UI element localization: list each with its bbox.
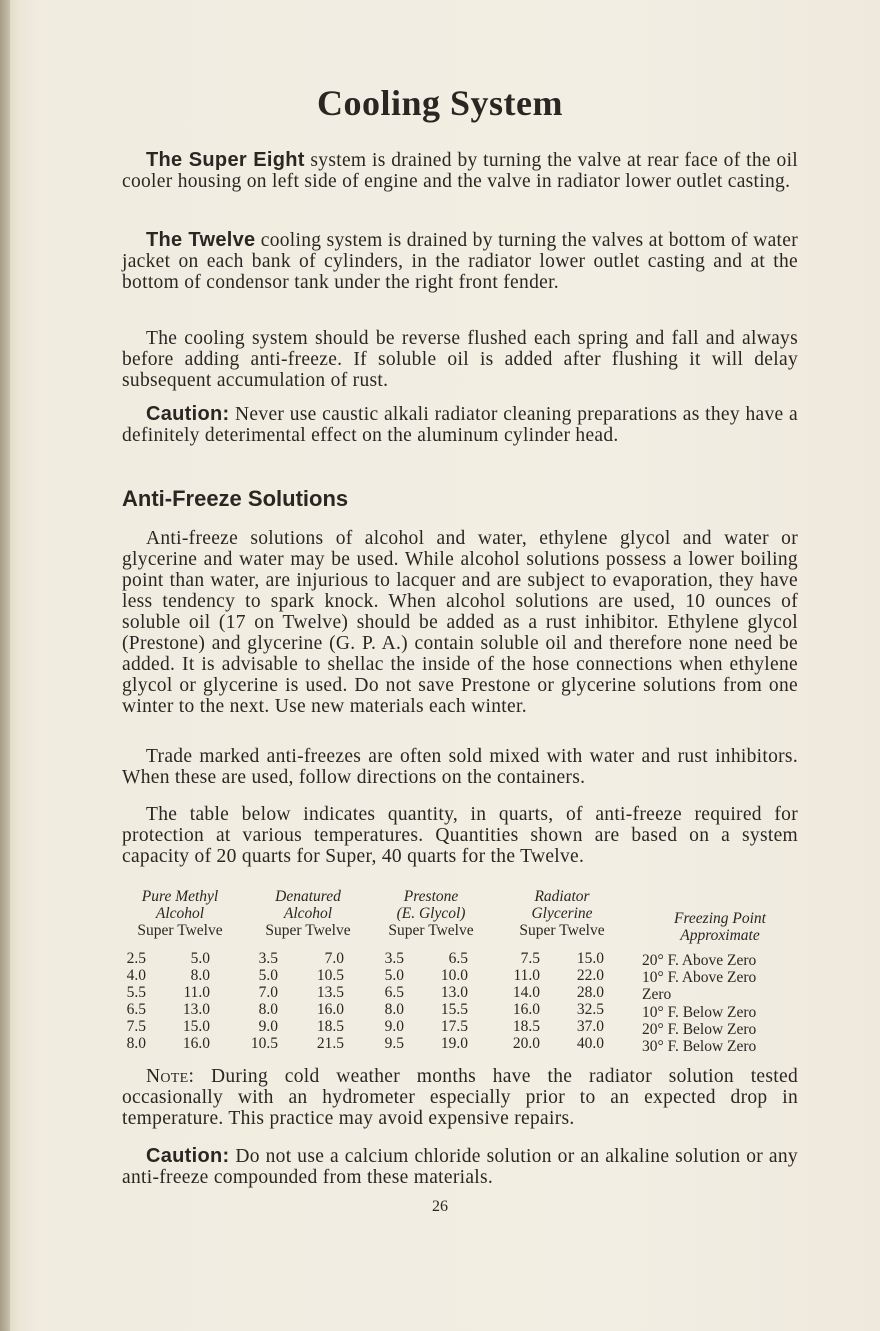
table-cell: 9.5 bbox=[384, 1035, 404, 1052]
table-cell: 5.0 bbox=[384, 967, 404, 984]
table-cell: 5.5 bbox=[126, 984, 146, 1001]
lead-twelve: The Twelve bbox=[146, 229, 256, 251]
table-cell: 3.5 bbox=[258, 950, 278, 967]
table-cell: 16.0 bbox=[182, 1035, 210, 1052]
paragraph-table-intro: The table below indicates quantity, in quarts, of anti-freeze required for protection at various temperatures. Quantities shown are based on a system capacity of 20 quarts for Super, 40 quarts for the Twelve. bbox=[122, 804, 798, 867]
paragraph-trade-marked: Trade marked anti-freezes are often sold mixed with water and rust inhibitors. When these are used, follow directions on the containers. bbox=[122, 746, 798, 788]
table-cell: 3.5 bbox=[384, 950, 404, 967]
page-title: Cooling System bbox=[316, 83, 563, 123]
table-cell: 2.5 bbox=[126, 950, 146, 967]
table-cell: 7.0 bbox=[258, 984, 278, 1001]
table-cell: 11.0 bbox=[513, 967, 540, 984]
table-cell: 40.0 bbox=[576, 1035, 604, 1052]
table-cell: 6.5 bbox=[448, 950, 468, 967]
col-freezing-point: Freezing Point Approximate bbox=[674, 910, 766, 944]
table-cell: 20.0 bbox=[512, 1035, 540, 1052]
table-cell: 22.0 bbox=[576, 967, 604, 984]
table-cell: 8.0 bbox=[126, 1035, 146, 1052]
lead-super-eight: The Super Eight bbox=[146, 149, 305, 171]
table-cell: 32.5 bbox=[576, 1001, 604, 1018]
table-cell: 13.0 bbox=[182, 1001, 210, 1018]
table-cell: 15.5 bbox=[440, 1001, 468, 1018]
page-number: 26 bbox=[432, 1198, 448, 1215]
table-cell: 9.0 bbox=[258, 1018, 278, 1035]
table-cell: 7.5 bbox=[126, 1018, 146, 1035]
book-binding-edge bbox=[0, 0, 10, 1331]
table-cell: 7.5 bbox=[520, 950, 540, 967]
table-cell: 6.5 bbox=[384, 984, 404, 1001]
table-cell: 28.0 bbox=[576, 984, 604, 1001]
table-cell: 10.0 bbox=[440, 967, 468, 984]
table-cell: 37.0 bbox=[576, 1018, 604, 1035]
paragraph-super-eight: The Super Eight system is drained by turning the valve at rear face of the oil cooler housing on left side of engine and the valve in radiator lower outlet casting. bbox=[122, 149, 799, 192]
table-cell: 8.0 bbox=[190, 967, 210, 984]
table-cell: 18.5 bbox=[316, 1018, 344, 1035]
table-cell: 14.0 bbox=[512, 984, 540, 1001]
table-cell: 5.0 bbox=[258, 967, 278, 984]
table-cell: 18.5 bbox=[512, 1018, 540, 1035]
table-cell: 8.0 bbox=[258, 1001, 278, 1018]
table-cell: 5.0 bbox=[190, 950, 210, 967]
table-cell: 8.0 bbox=[384, 1001, 404, 1018]
col-group-prestone: Prestone (E. Glycol) Super Twelve 3.5 5.0 6.5 8.0 9.0 9.5 6.5 10.0 13.0 15.5 17.5 19.0 bbox=[374, 888, 488, 939]
table-cell: 15.0 bbox=[182, 1018, 210, 1035]
table-cell: 10.5 bbox=[316, 967, 344, 984]
table-cell: 7.0 bbox=[324, 950, 344, 967]
paragraph-caution-alkali: Caution: Never use caustic alkali radiator cleaning preparations as they have a definitely deterimental effect on the aluminum cylinder head. bbox=[122, 403, 798, 446]
table-cell: 11.0 bbox=[183, 984, 210, 1001]
table-cell: 19.0 bbox=[440, 1035, 468, 1052]
col-group-denatured-alcohol: Denatured Alcohol Super Twelve 3.5 5.0 7.0 8.0 9.0 10.5 7.0 10.5 13.5 16.0 18.5 21.5 bbox=[248, 888, 368, 939]
paragraph-note-hydrometer: Note: During cold weather months have the radiator solution tested occasionally with an hydrometer especially prior to an expected drop in temperature. This practice may avoid expensive repairs. bbox=[122, 1066, 798, 1129]
table-cell: 6.5 bbox=[126, 1001, 146, 1018]
lead-caution-2: Caution: bbox=[146, 1145, 230, 1167]
table-cell: 9.0 bbox=[384, 1018, 404, 1035]
table-cell: 16.0 bbox=[512, 1001, 540, 1018]
table-cell: 17.5 bbox=[440, 1018, 468, 1035]
table-cell: 15.0 bbox=[576, 950, 604, 967]
paragraph-twelve: The Twelve cooling system is drained by turning the valves at bottom of water jacket on each bank of cylinders, in the radiator lower outlet casting and at the bottom of condensor tank under the right front fender. bbox=[122, 229, 799, 293]
section-heading-anti-freeze: Anti-Freeze Solutions bbox=[122, 486, 349, 511]
table-cell: 13.0 bbox=[440, 984, 468, 1001]
table-cell: 4.0 bbox=[126, 967, 146, 984]
col-group-radiator-glycerine: Radiator Glycerine Super Twelve 7.5 11.0 14.0 16.0 18.5 20.0 15.0 22.0 28.0 32.5 37.0 40.0 bbox=[502, 888, 622, 939]
col-group-methyl-alcohol: Pure Methyl Alcohol Super Twelve 2.5 4.0 5.5 6.5 7.5 8.0 5.0 8.0 11.0 13.0 15.0 16.0 bbox=[120, 888, 240, 939]
table-cell: 10.5 bbox=[250, 1035, 278, 1052]
table-cell: 16.0 bbox=[316, 1001, 344, 1018]
paragraph-caution-calcium: Caution: Do not use a calcium chloride solution or an alkaline solution or any anti-freeze compounded from these materials. bbox=[122, 1145, 798, 1188]
note-label: Note: bbox=[146, 1066, 195, 1087]
table-cell: 13.5 bbox=[316, 984, 344, 1001]
paragraph-anti-freeze-types: Anti-freeze solutions of alcohol and water, ethylene glycol and water or glycerine and water may be used. While alcohol solutions possess a lower boiling point than water, are injurious to lacquer and are subject to evaporation, they have less tendency to spark knock. When alcohol solutions are used, 10 ounces of soluble oil (17 on Twelve) should be added as a rust inhibitor. Ethylene glycol (Prestone) and glycerine (G. P. A.) contain soluble oil and therefore none need be added. It is advisable to shellac the inside of the hose connections when ethylene glycol or glycerine is used. Do not save Prestone or glycerine solutions from one winter to the next. Use new materials each winter. bbox=[122, 528, 798, 717]
lead-caution: Caution: bbox=[146, 403, 230, 425]
freezing-point-values: 20° F. Above Zero 10° F. Above Zero Zero 10° F. Below Zero 20° F. Below Zero 30° F. Below Zero bbox=[642, 952, 757, 1055]
paragraph-flushing: The cooling system should be reverse flushed each spring and fall and always before adding anti-freeze. If soluble oil is added after flushing it will delay subsequent accumulation of rust. bbox=[122, 328, 798, 391]
table-cell: 21.5 bbox=[316, 1035, 344, 1052]
